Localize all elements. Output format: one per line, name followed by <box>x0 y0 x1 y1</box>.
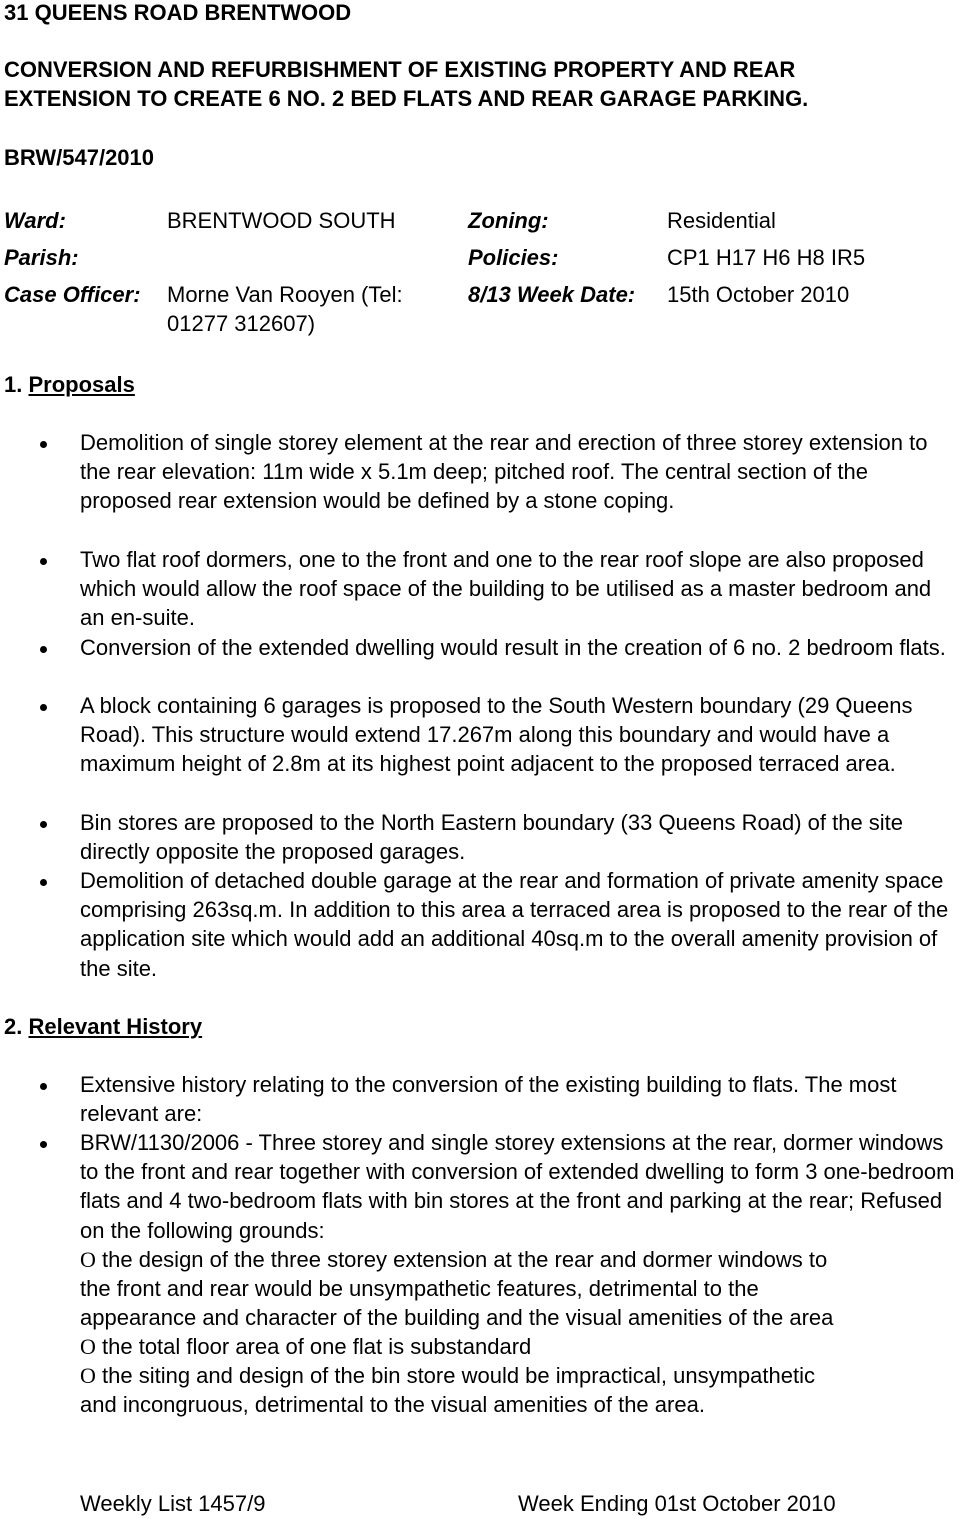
sub-item-text: the siting and design of the bin store would be impractical, unsympathetic <box>102 1363 815 1388</box>
history-item: Extensive history relating to the conversion of the existing building to flats. The most relevant are: <box>80 1072 897 1127</box>
history-number: 2. <box>4 1014 23 1039</box>
reference-number: BRW/547/2010 <box>4 145 155 170</box>
circle-bullet-icon: O <box>80 1334 96 1359</box>
history-sub-item <box>80 1361 815 1390</box>
history-sub-item <box>80 1245 827 1274</box>
history-item: BRW/1130/2006 - Three storey and single storey extensions at the rear, dormer windows to the front and rear together with conversion of extended dwelling to form 3 one-bedroom flats and 4 two-bedroom flats with bin stores at the front and parking at the rear; Refused on the following grounds: <box>80 1130 955 1243</box>
proposal-item: Demolition of single storey element at the rear and erection of three storey extension to the rear elevation: 11m wide x 5.1m deep; pitched roof. The central section of the proposed rear extension would be defined by a stone coping. <box>80 430 928 514</box>
bullet-icon <box>40 1083 47 1090</box>
sub-item-text: the design of the three storey extension at the rear and dormer windows to <box>102 1247 828 1272</box>
case-officer-value-line-2: 01277 312607) <box>167 311 316 336</box>
proposal-item: Bin stores are proposed to the North Eastern boundary (33 Queens Road) of the site directly opposite the proposed garages. <box>80 810 904 865</box>
address-heading: 31 QUEENS ROAD BRENTWOOD <box>4 0 352 25</box>
bullet-icon <box>40 558 47 565</box>
ward-label: Ward: <box>4 208 66 233</box>
footer-weekly-list: Weekly List 1457/9 <box>80 1491 266 1516</box>
circle-bullet-icon: O <box>80 1247 96 1272</box>
proposal-item: Demolition of detached double garage at the rear and formation of private amenity space comprising 263sq.m. In addition to this area a terraced area is proposed to the rear of the application site which would add an additional 40sq.m to the overall amenity provision of the site. <box>80 868 949 981</box>
bullet-icon <box>40 646 47 653</box>
bullet-icon <box>40 704 47 711</box>
footer-week-ending: Week Ending 01st October 2010 <box>518 1491 836 1516</box>
sub-item-continuation: appearance and character of the building and the visual amenities of the area <box>80 1305 834 1330</box>
policies-value: CP1 H17 H6 H8 IR5 <box>667 245 866 270</box>
bullet-icon <box>40 821 47 828</box>
circle-bullet-icon: O <box>80 1363 96 1388</box>
bullet-icon <box>40 441 47 448</box>
bullet-icon <box>40 1141 47 1148</box>
zoning-label: Zoning: <box>468 208 549 233</box>
history-heading <box>4 1012 202 1041</box>
title-line-2: EXTENSION TO CREATE 6 NO. 2 BED FLATS AND REAR GARAGE PARKING. <box>4 86 809 111</box>
proposal-item: A block containing 6 garages is proposed to the South Western boundary (29 Queens Road). This structure would extend 17.267m along this boundary and would have a maximum height of 2.8m at its highest point adjacent to the proposed terraced area. <box>80 693 913 777</box>
proposal-item: Two flat roof dormers, one to the front and one to the rear roof slope are also proposed which would allow the roof space of the building to be utilised as a master bedroom and an en-suite. <box>80 547 932 631</box>
sub-item-continuation: the front and rear would be unsympathetic features, detrimental to the <box>80 1276 759 1301</box>
parish-label: Parish: <box>4 245 79 270</box>
history-title: Relevant History <box>28 1014 203 1039</box>
week-date-value: 15th October 2010 <box>667 282 850 307</box>
bullet-icon <box>40 879 47 886</box>
title-line-1: CONVERSION AND REFURBISHMENT OF EXISTING PROPERTY AND REAR <box>4 57 796 82</box>
ward-value: BRENTWOOD SOUTH <box>167 208 396 233</box>
week-date-label: 8/13 Week Date: <box>468 282 636 307</box>
case-officer-label: Case Officer: <box>4 282 141 307</box>
policies-label: Policies: <box>468 245 559 270</box>
case-officer-value-line-1: Morne Van Rooyen (Tel: <box>167 282 403 307</box>
proposals-number: 1. <box>4 372 23 397</box>
proposal-item: Conversion of the extended dwelling would result in the creation of 6 no. 2 bedroom flats. <box>80 635 946 660</box>
proposals-title: Proposals <box>28 372 135 397</box>
history-sub-item <box>80 1332 531 1361</box>
proposals-heading <box>4 370 135 399</box>
sub-item-text: the total floor area of one flat is substandard <box>102 1334 532 1359</box>
zoning-value: Residential <box>667 208 776 233</box>
sub-item-continuation: and incongruous, detrimental to the visual amenities of the area. <box>80 1392 705 1417</box>
